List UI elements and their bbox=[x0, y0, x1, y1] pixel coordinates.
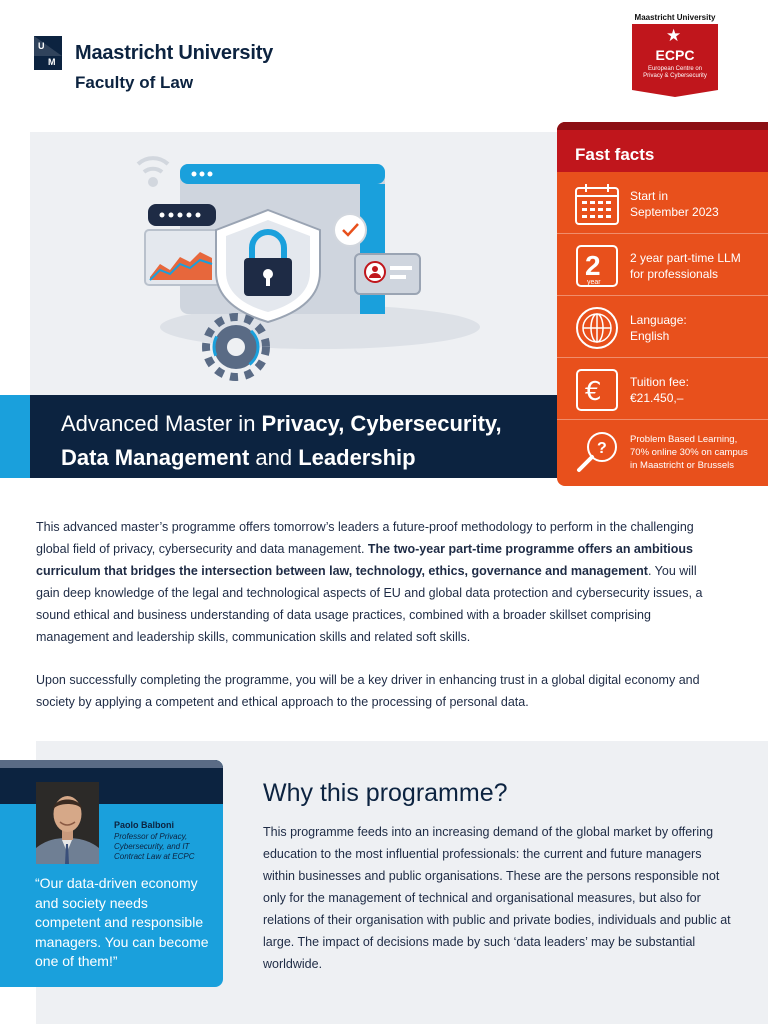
fact-item-duration bbox=[557, 234, 768, 296]
ecpc-caption: Maastricht University bbox=[634, 13, 716, 22]
star-icon: ★ bbox=[666, 26, 682, 45]
svg-text:M: M bbox=[48, 57, 56, 67]
testimonial-role: Professor of Privacy, Cybersecurity, and IT Contract Law at ECPC bbox=[114, 832, 195, 861]
testimonial-card bbox=[0, 760, 223, 987]
svg-text:year: year bbox=[587, 279, 601, 286]
fast-facts-list bbox=[557, 172, 768, 486]
svg-text:€: € bbox=[585, 377, 602, 407]
fact-text: Start in September 2023 bbox=[630, 189, 719, 219]
fast-facts-title: Fast facts bbox=[575, 145, 655, 164]
fast-facts-panel bbox=[557, 122, 768, 486]
ecpc-title: ECPC bbox=[655, 47, 695, 63]
password-bubble-graphic bbox=[148, 204, 216, 226]
two-year-icon bbox=[574, 243, 620, 289]
testimonial-card-stripe bbox=[0, 760, 223, 768]
user-card-icon bbox=[355, 254, 420, 294]
fact-item-language bbox=[557, 296, 768, 358]
intro-paragraph-2: Upon successfully completing the programme, you will be a key driver in enhancing trust in a global digital economy and society by applying a competent and ethical approach to the processing of personal data. bbox=[36, 673, 700, 709]
svg-text:?: ? bbox=[597, 440, 607, 457]
svg-text:U: U bbox=[38, 41, 45, 51]
calendar-icon bbox=[574, 181, 620, 227]
checkmark-icon bbox=[334, 214, 366, 246]
fact-text: Tuition fee: €21.450,– bbox=[630, 375, 689, 405]
portrait-photo bbox=[36, 782, 99, 864]
magnifier-question-icon bbox=[574, 429, 620, 475]
section-body: This programme feeds into an increasing demand of the global market by offering education to the most influential professionals: the current and future managers within businesses and public organisations. These are the persons responsible not only for the management of technical and organisational measures, but also for relations of their organisation with public and private bodies, individuals and public at large. The impact of decisions made by such ‘data leaders’ may be substantial worldwide. bbox=[263, 825, 731, 971]
programme-title bbox=[30, 395, 558, 478]
chart-panel-icon bbox=[145, 230, 220, 285]
um-logo bbox=[34, 36, 62, 70]
section-heading: Why this programme? bbox=[263, 779, 508, 807]
title-accent-bar bbox=[0, 395, 30, 478]
hero-illustration bbox=[30, 132, 558, 395]
title-line-1: Advanced Master in Privacy, Cybersecurity, bbox=[61, 411, 502, 436]
university-name: Maastricht University bbox=[75, 42, 274, 64]
globe-icon bbox=[574, 305, 620, 351]
intro-paragraph-1: This advanced master’s programme offers tomorrow’s leaders a future-proof methodology to perform in the challenging global field of privacy, cybersecurity and data management. The two-year part-time programme offers an ambitious curriculum that bridges the intersection between law, technology, ethics, governance and management. You will gain deep knowledge of the legal and technological aspects of EU and global data protection and cybersecurity issues, a sound ethical and business understanding of data usage practices, combined with a broader skillset comprising management and leadership skills, communication skills and related soft skills. bbox=[36, 520, 703, 644]
ecpc-badge bbox=[632, 24, 718, 97]
faculty-name: Faculty of Law bbox=[75, 73, 194, 92]
euro-icon bbox=[574, 367, 620, 413]
testimonial-quote: “Our data-driven economy and society needs competent and responsible managers. You can become one of them!” bbox=[35, 875, 209, 969]
ecpc-subtitle: European Centre on Privacy & Cybersecurity bbox=[643, 66, 707, 79]
wifi-icon bbox=[138, 158, 168, 185]
fast-facts-header-stripe bbox=[557, 122, 768, 130]
fact-text: Language: English bbox=[630, 313, 687, 343]
padlock-shield-icon bbox=[216, 210, 320, 322]
svg-text:2: 2 bbox=[585, 250, 601, 281]
fact-item-start bbox=[557, 172, 768, 234]
testimonial-name: Paolo Balboni bbox=[114, 820, 175, 830]
fact-text: 2 year part-time LLM for professionals bbox=[630, 251, 741, 281]
fact-item-method bbox=[557, 420, 768, 482]
fact-item-tuition bbox=[557, 358, 768, 420]
title-line-2: Data Management and Leadership bbox=[61, 445, 416, 470]
fact-text: Problem Based Learning, 70% online 30% on campus in Maastricht or Brussels bbox=[630, 434, 748, 471]
